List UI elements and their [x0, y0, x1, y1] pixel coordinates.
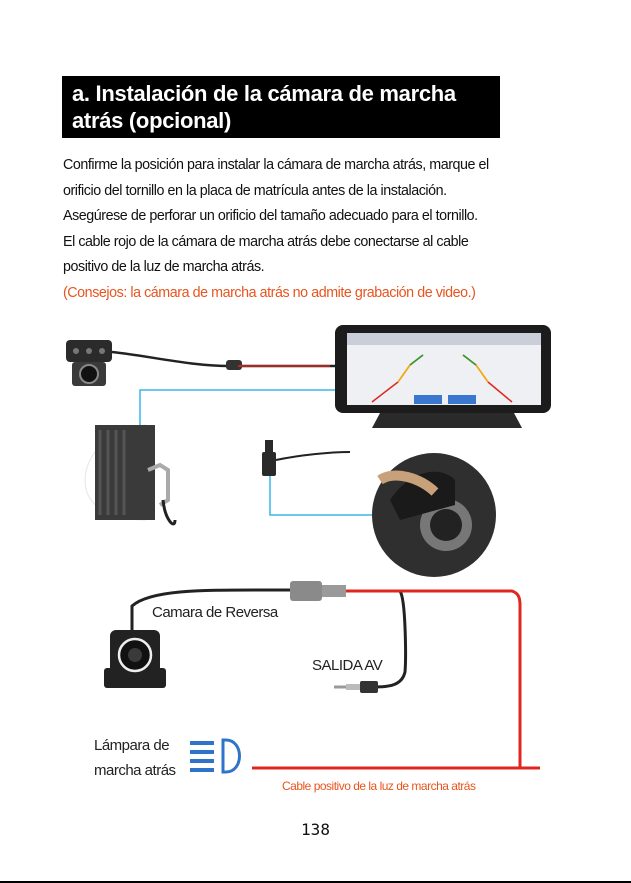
car-charger-icon [262, 440, 350, 476]
section-heading [62, 76, 500, 138]
av-out-label: SALIDA AV [312, 657, 383, 674]
camera-cable [112, 352, 335, 366]
av-plug-icon [334, 681, 378, 693]
tip-note: (Consejos: la cámara de marcha atrás no admite grabación de video.) [63, 284, 476, 301]
cable-label: Cable positivo de la luz de marcha atrás [282, 779, 476, 793]
rear-camera-icon [66, 340, 112, 386]
instruction-line: El cable rojo de la cámara de marcha atrás debe conectarse al cable [63, 233, 469, 250]
page-number: 138 [301, 820, 330, 839]
inline-connector [290, 581, 322, 601]
av-jack-closeup [85, 425, 175, 524]
instruction-line: positivo de la luz de marcha atrás. [63, 259, 265, 275]
instruction-line: Confirme la posición para instalar la cámara de marcha atrás, marque el [63, 157, 489, 173]
charger-socket-closeup [372, 453, 496, 577]
reverse-lamp-label-line2: marcha atrás [94, 762, 176, 779]
camera-label: Camara de Reversa [152, 604, 278, 621]
reverse-camera-icon [104, 630, 166, 688]
dash-monitor-icon [335, 325, 551, 428]
reverse-lamp-label-line1: Lámpara de [94, 737, 170, 754]
instruction-line: Asegúrese de perforar un orificio del tamaño adecuado para el tornillo. [63, 208, 478, 224]
section-heading-line2: atrás (opcional) [72, 108, 232, 133]
red-power-cable [346, 591, 520, 768]
instruction-line: orificio del tornillo en la placa de matrícula antes de la instalación. [63, 182, 447, 199]
instructions-block [63, 153, 573, 306]
inline-connector [226, 360, 242, 370]
reverse-lamp-label [94, 733, 194, 783]
reverse-lamp-icon [190, 740, 240, 772]
section-heading-line1: a. Instalación de la cámara de marcha [72, 81, 456, 106]
